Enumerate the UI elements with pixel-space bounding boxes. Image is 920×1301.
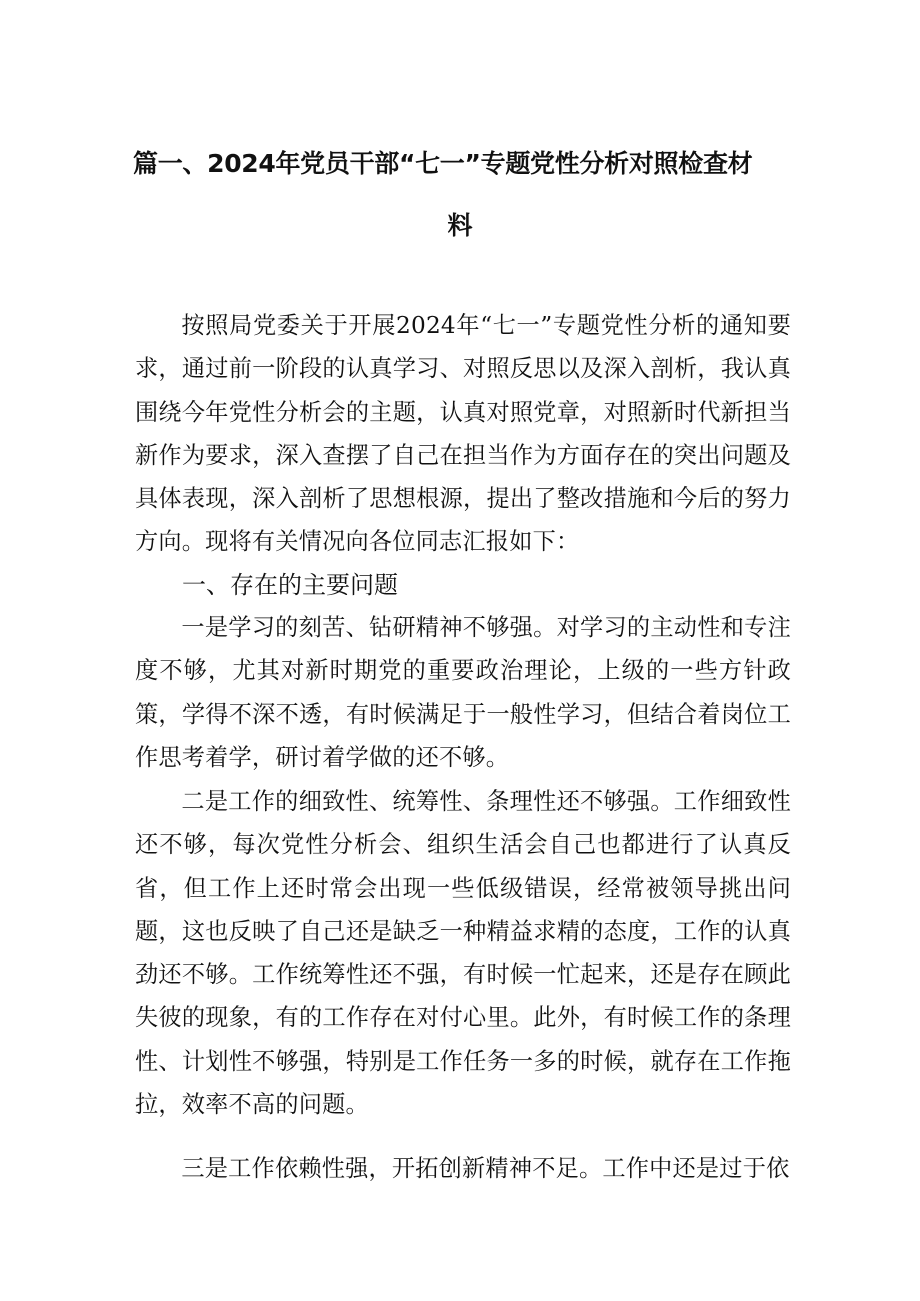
intro-paragraph: 按照局党委关于开展2024年“七一”专题党性分析的通知要求，通过前一阶段的认真学习、对照反思以及深入剖析，我认真围绕今年党性分析会的主题，认真对照党章，对照新时代新担当新作为要求，深入查摆了自己在担当作为方面存在的突出问题及具体表现，深入剖析了思想根源，提出了整改措施和今后的努力方向。现将有关情况向各位同志汇报如下： (135, 312, 791, 556)
section-heading: 一、存在的主要问题 (182, 571, 398, 599)
document-title-line1: 篇一、2024年党员干部“七一”专题党性分析对照检查材 (133, 149, 753, 178)
body-paragraph-1: 一是学习的刻苦、钻研精神不够强。对学习的主动性和专注度不够，尤其对新时期党的重要政治理论，上级的一些方针政策，学得不深不透，有时候满足于一般性学习，但结合着岗位工作思考着学，研讨着学做的还不够。 (135, 614, 791, 771)
document-title-line2: 料 (447, 211, 473, 240)
body-paragraph-2: 二是工作的细致性、统筹性、条理性还不够强。工作细致性还不够，每次党性分析会、组织生活会自己也都进行了认真反省，但工作上还时常会出现一些低级错误，经常被领导挑出问题，这也反映了自己还是缺乏一种精益求精的态度，工作的认真劲还不够。工作统筹性还不强，有时候一忙起来，还是存在顾此失彼的现象，有的工作存在对付心里。此外，有时候工作的条理性、计划性不够强，特别是工作任务一多的时候，就存在工作拖拉，效率不高的问题。 (135, 788, 791, 1119)
body-paragraph-3: 三是工作依赖性强，开拓创新精神不足。工作中还是过于依 (181, 1155, 790, 1182)
